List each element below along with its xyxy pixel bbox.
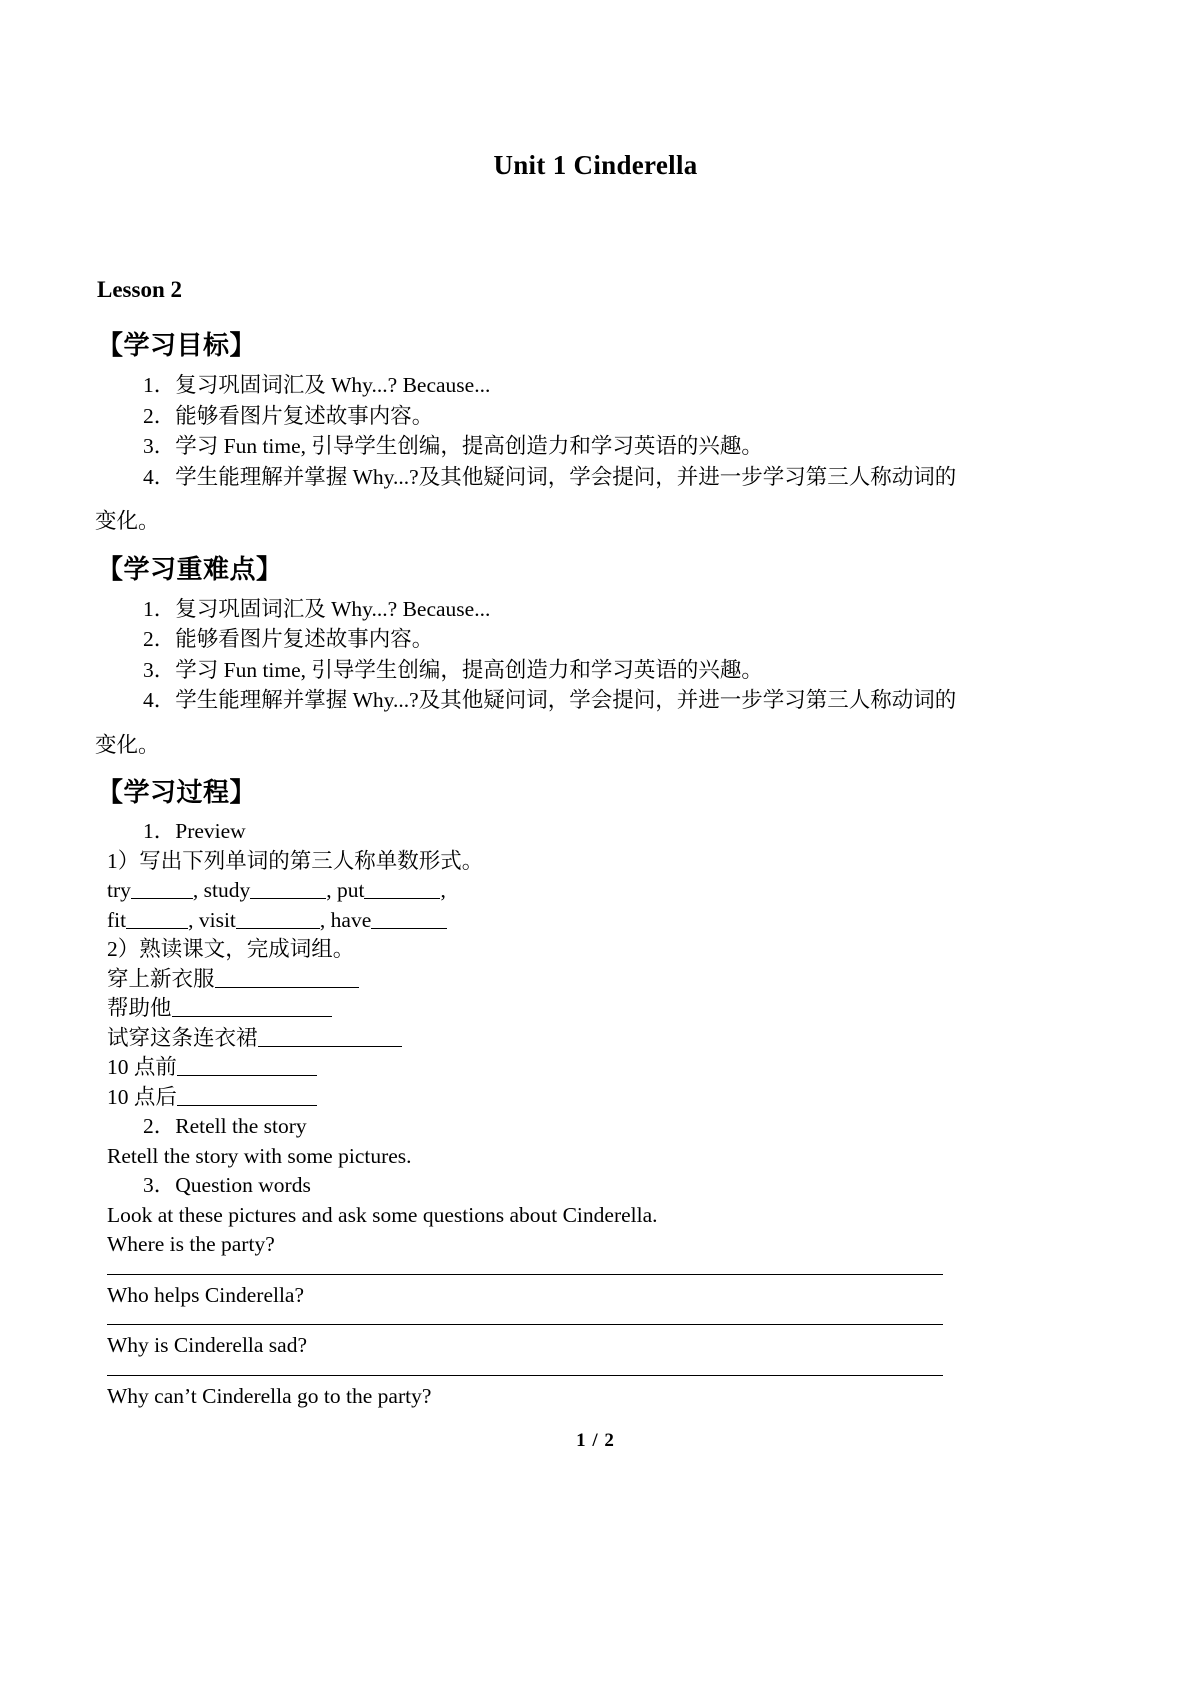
phrase-label: 穿上新衣服 <box>107 966 215 991</box>
answer-blank[interactable] <box>177 1055 317 1076</box>
list-item: 2．能够看图片复述故事内容。 <box>143 403 434 428</box>
separator: , <box>192 878 204 902</box>
separator: , <box>319 907 331 932</box>
answer-line[interactable] <box>107 1274 943 1275</box>
verb-word: visit <box>198 907 236 932</box>
process-sub-2: 2）熟读课文，完成词组。 <box>107 937 355 961</box>
separator: , <box>326 878 337 902</box>
phrase-label: 帮助他 <box>107 996 172 1020</box>
separator: , <box>188 907 199 932</box>
list-item: 4．学生能理解并掌握 Why...?及其他疑问词，学会提问，并进一步学习第三人称动词的 <box>143 688 957 712</box>
list-item: 3．学习 Fun time, 引导学生创编，提高创造力和学习英语的兴趣。 <box>143 434 763 458</box>
phrase-label: 试穿这条连衣裙 <box>107 1025 258 1050</box>
section-heading-process: 【学习过程】 <box>97 778 257 807</box>
key-points-continuation: 变化。 <box>95 732 160 757</box>
section-heading-key-points: 【学习重难点】 <box>97 554 283 584</box>
process-step-2-text: Retell the story with some pictures. <box>107 1143 412 1168</box>
verb-word: put <box>336 878 365 902</box>
phrase-label: 10 点前 <box>107 1055 177 1079</box>
list-item: 1．复习巩固词汇及 Why...? Because... <box>143 373 491 397</box>
process-step-1: 1．Preview <box>143 819 246 843</box>
process-sub-1: 1）写出下列单词的第三人称单数形式。 <box>107 848 484 873</box>
phrase-blank-row[interactable] <box>95 1024 1096 1054</box>
verb-word: fit <box>107 907 127 932</box>
key-points-list <box>95 594 1096 716</box>
answer-blank[interactable] <box>258 1026 402 1047</box>
question-item: Who helps Cinderella? <box>107 1282 305 1307</box>
question-item: Why can’t Cinderella go to the party? <box>107 1383 432 1408</box>
objectives-continuation: 变化。 <box>95 509 160 533</box>
separator: , <box>440 878 446 902</box>
list-item: 2．能够看图片复述故事内容。 <box>143 627 434 651</box>
phrase-blank-row[interactable] <box>95 994 1096 1024</box>
page-title: Unit 1 Cinderella <box>493 150 698 180</box>
answer-blank[interactable] <box>126 908 188 929</box>
phrase-blank-row[interactable] <box>95 1083 1096 1113</box>
process-step-3: 3．Question words <box>143 1173 311 1197</box>
answer-blank[interactable] <box>172 996 332 1017</box>
phrase-label: 10 点后 <box>107 1084 177 1109</box>
process-step-3-text: Look at these pictures and ask some questions about Cinderella. <box>107 1202 658 1227</box>
phrase-blank-row[interactable] <box>95 1053 1096 1083</box>
answer-line[interactable] <box>107 1375 943 1376</box>
question-item: Why is Cinderella sad? <box>107 1333 308 1357</box>
verb-blanks-row-1[interactable] <box>95 876 1096 906</box>
process-step-2: 2．Retell the story <box>143 1114 307 1138</box>
phrase-blank-row[interactable] <box>95 965 1096 995</box>
answer-line[interactable] <box>107 1324 943 1325</box>
answer-blank[interactable] <box>131 878 193 899</box>
answer-blank[interactable] <box>250 878 326 899</box>
answer-blank[interactable] <box>236 908 320 929</box>
verb-word: try <box>107 878 131 902</box>
answer-blank[interactable] <box>364 878 440 899</box>
answer-blank[interactable] <box>371 908 447 929</box>
section-heading-objectives: 【学习目标】 <box>97 331 257 360</box>
lesson-heading: Lesson 2 <box>97 277 182 302</box>
phrase-blanks-group <box>95 965 1096 1113</box>
objectives-list <box>95 370 1096 492</box>
verb-word: have <box>330 907 372 932</box>
verb-word: study <box>203 878 251 902</box>
answer-blank[interactable] <box>215 967 359 988</box>
answer-blank[interactable] <box>177 1085 317 1106</box>
page-number: 1 / 2 <box>576 1430 615 1451</box>
list-item: 4．学生能理解并掌握 Why...?及其他疑问词，学会提问，并进一步学习第三人称动词的 <box>143 464 957 489</box>
verb-blanks-row-2[interactable] <box>95 906 1096 936</box>
list-item: 3．学习 Fun time, 引导学生创编，提高创造力和学习英语的兴趣。 <box>143 657 763 682</box>
process-body <box>95 817 1096 1411</box>
list-item: 1．复习巩固词汇及 Why...? Because... <box>143 596 491 621</box>
question-item: Where is the party? <box>107 1232 275 1256</box>
